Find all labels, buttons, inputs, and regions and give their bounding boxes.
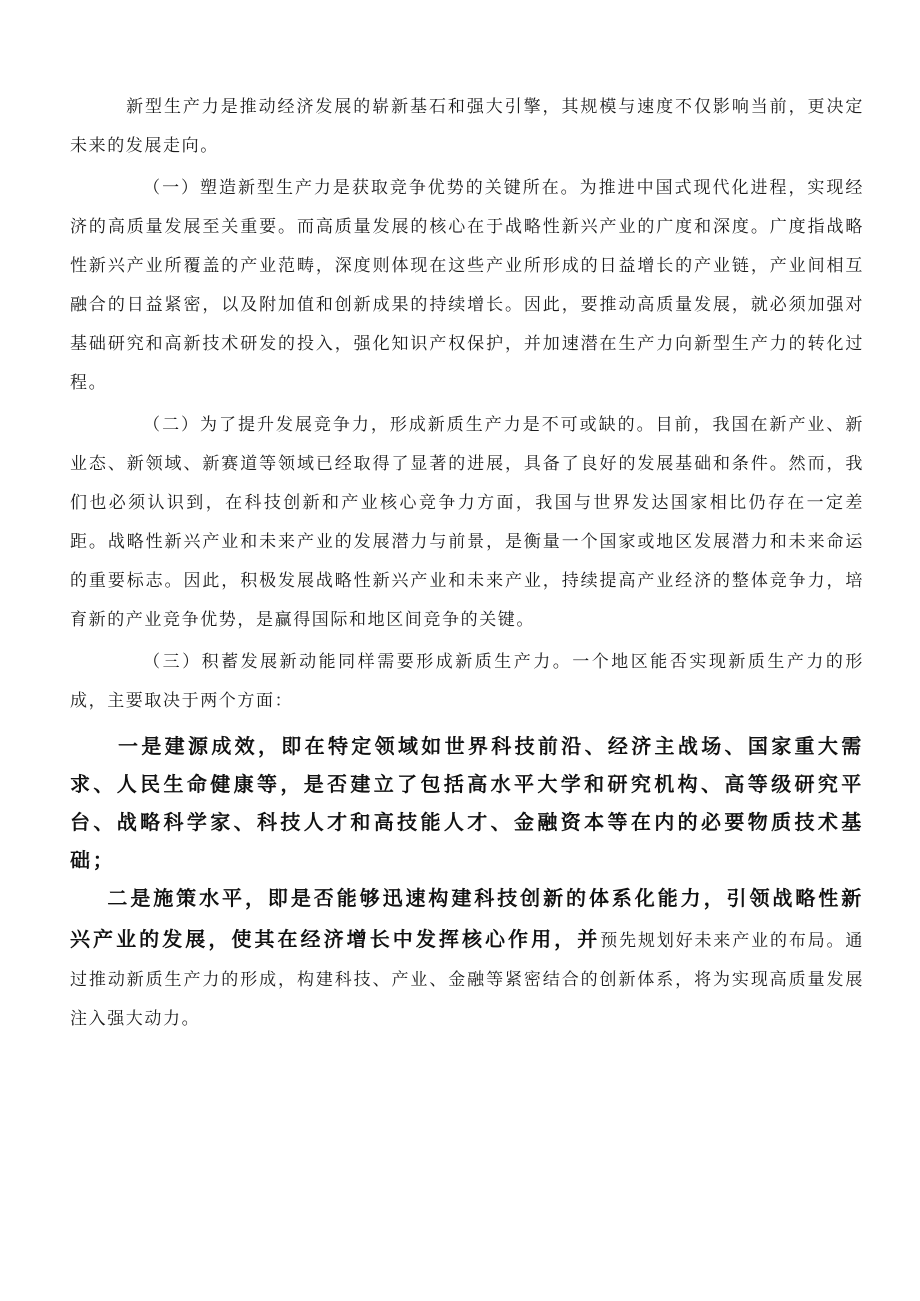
point-two-lead: 二是施策水平，即是否能够迅速构建科技创新的体系化能力，引领战略性新兴产业的发展，使其在经济增长中发挥核心作用，并 xyxy=(70,886,864,951)
section-one-paragraph: （一）塑造新型生产力是获取竞争优势的关键所在。为推进中国式现代化进程，实现经济的高质量发展至关重要。而高质量发展的核心在于战略性新兴产业的广度和深度。广度指战略性新兴产业所覆盖的产业范畴，深度则体现在这些产业所形成的日益增长的产业链，产业间相互融合的日益紧密，以及附加值和创新成果的持续增长。因此，要推动高质量发展，就必须加强对基础研究和高新技术研发的投入，强化知识产权保护，并加速潜在生产力向新型生产力的转化过程。 xyxy=(70,178,864,393)
point-two-paragraph xyxy=(70,879,864,1039)
section-two-paragraph: （二）为了提升发展竞争力，形成新质生产力是不可或缺的。目前，我国在新产业、新业态、新领域、新赛道等领域已经取得了显著的进展，具备了良好的发展基础和条件。然而，我们也必须认识到，在科技创新和产业核心竞争力方面，我国与世界发达国家相比仍存在一定差距。战略性新兴产业和未来产业的发展潜力与前景，是衡量一个国家或地区发展潜力和未来命运的重要标志。因此，积极发展战略性新兴产业和未来产业，持续提高产业经济的整体竞争力，培育新的产业竞争优势，是赢得国际和地区间竞争的关键。 xyxy=(70,415,864,630)
document-body xyxy=(70,88,864,1039)
intro-paragraph: 新型生产力是推动经济发展的崭新基石和强大引擎，其规模与速度不仅影响当前，更决定未来的发展走向。 xyxy=(70,97,864,156)
point-one-paragraph: 一是建源成效，即在特定领域如世界科技前沿、经济主战场、国家重大需求、人民生命健康等，是否建立了包括高水平大学和研究机构、高等级研究平台、战略科学家、科技人才和高技能人才、金融资本等在内的必要物质技术基础； xyxy=(70,734,864,872)
point-two-tail: 预先规划好未来产业的布局。通过推动新质生产力的形成，构建科技、产业、金融等紧密结合的创新体系，将为实现高质量发展注入强大动力。 xyxy=(70,931,864,1029)
section-three-paragraph: （三）积蓄发展新动能同样需要形成新质生产力。一个地区能否实现新质生产力的形成，主要取决于两个方面： xyxy=(70,652,864,711)
